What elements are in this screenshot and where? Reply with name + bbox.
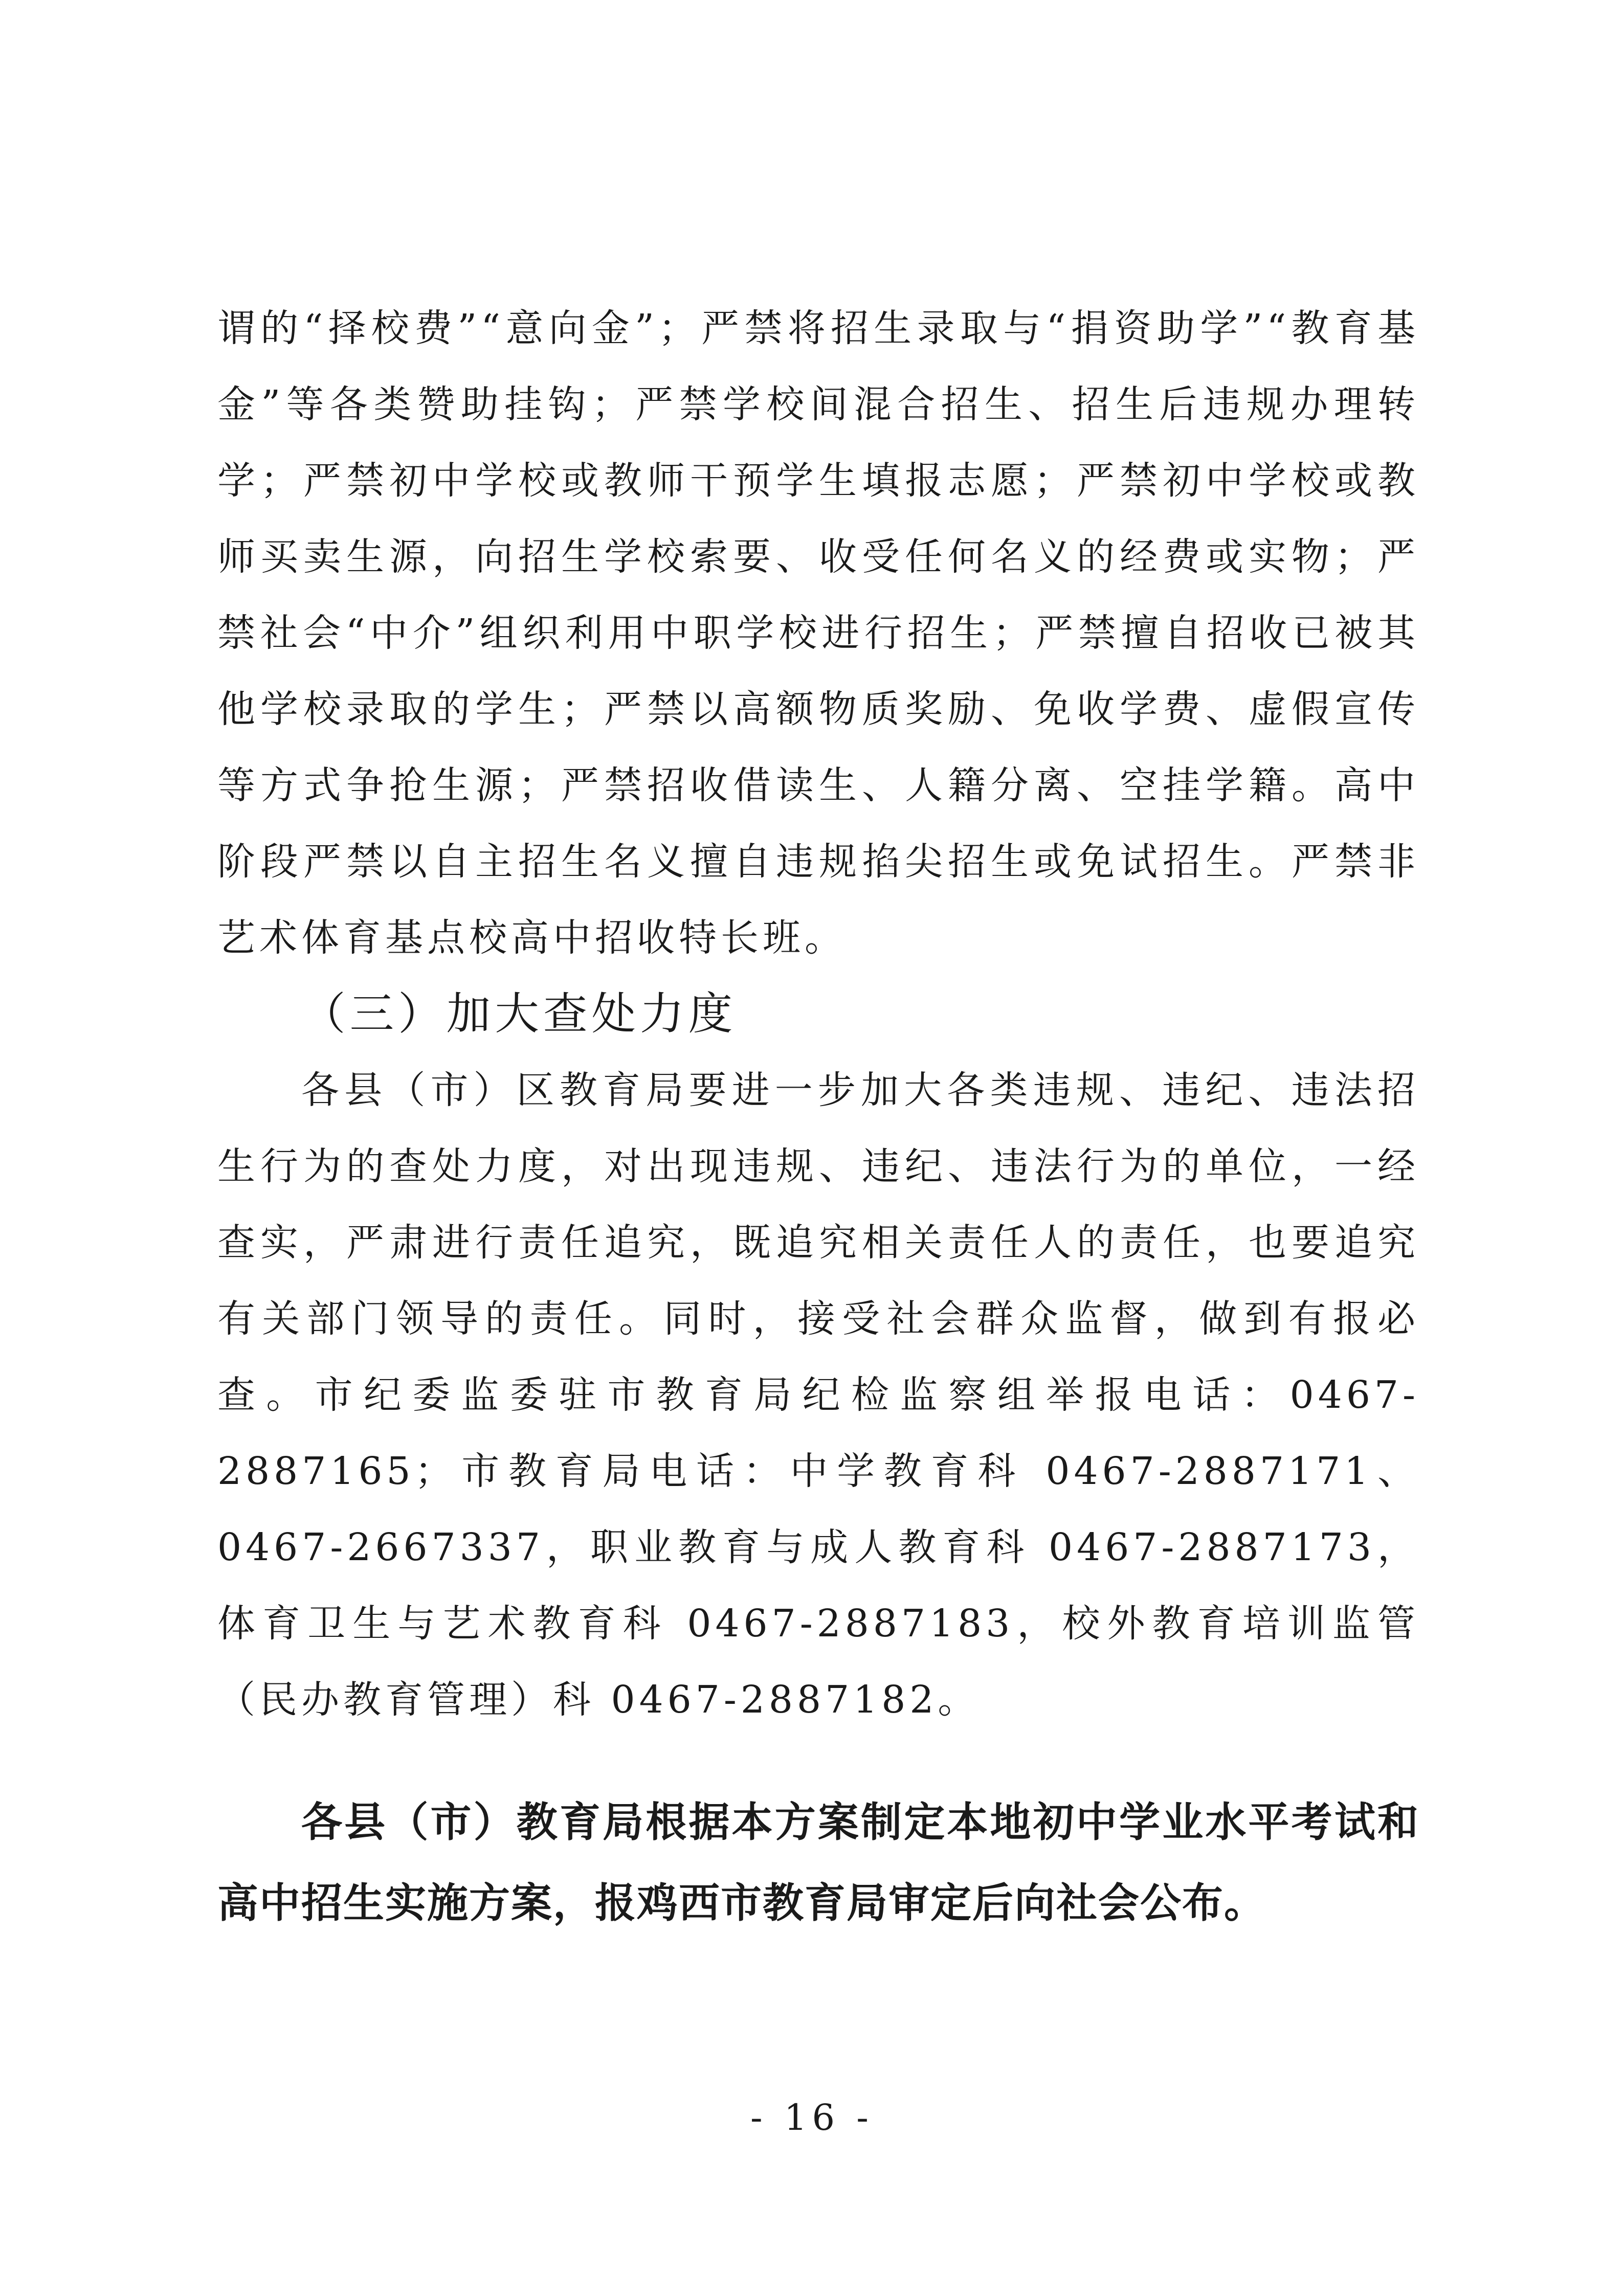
page-number: - 16 -	[750, 2097, 874, 2139]
section-heading: （三）加大查处力度	[301, 988, 737, 1040]
paragraph-continued: 谓的“择校费”“意向金”；严禁将招生录取与“捐资助学”“教育基金”等各类赞助挂钩；严禁学校间混合招生、招生后违规办理转学；严禁初中学校或教师干预学生填报志愿；严禁初中学校或教师买卖生源，向招生学校索要、收受任何名义的经费或实物；严禁社会“中介”组织利用中职学校进行招生；严禁擅自招收已被其他学校录取的学生；严禁以高额物质奖励、免收学费、虚假宣传等方式争抢生源；严禁招收借读生、人籍分离、空挂学籍。高中阶段严禁以自主招生名义擅自违规掐尖招生或免试招生。严禁非艺术体育基点校高中招收特长班。	[217, 306, 1419, 960]
paragraph-enforcement: 各县（市）区教育局要进一步加大各类违规、违纪、违法招生行为的查处力度，对出现违规、违纪、违法行为的单位，一经查实，严肃进行责任追究，既追究相关责任人的责任，也要追究有关部门领导的责任。同时，接受社会群众监督，做到有报必查。市纪委监委驻市教育局纪检监察组举报电话：0467-2887165；市教育局电话：中学教育科 0467-2887171、0467-2667337，职业教育与成人教育科 0467-2887173，体育卫生与艺术教育科 0467-2887183，校外教育培训监管（民办教育管理）科 0467-2887182。	[217, 1068, 1419, 1722]
paragraph-closing: 各县（市）教育局根据本方案制定本地初中学业水平考试和高中招生实施方案，报鸡西市教育局审定后向社会公布。	[217, 1798, 1419, 1927]
document-body	[217, 290, 1419, 1738]
